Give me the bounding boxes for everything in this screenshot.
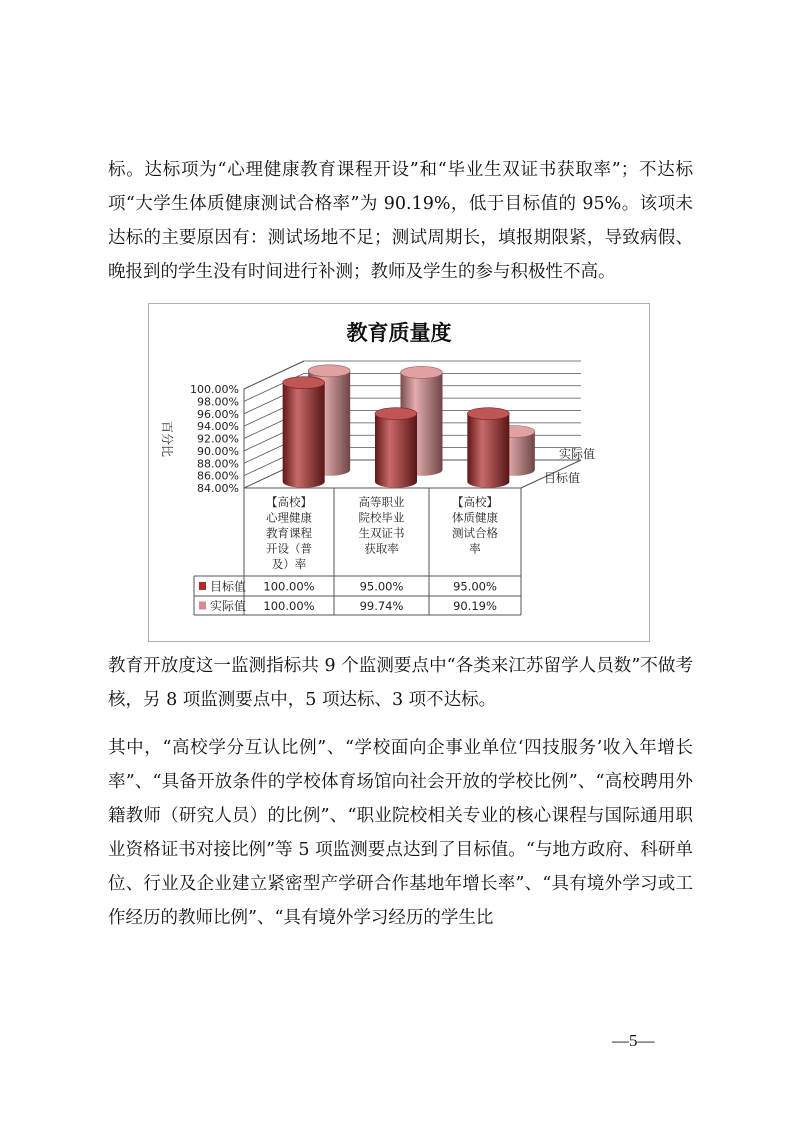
legend-label-target: 目标值 <box>210 579 247 594</box>
paragraph-quality-summary: 标。达标项为“心理健康教育课程开设”和“毕业生双证书获取率”；不达标项“大学生体质健康测试合格率”为 90.19%，低于目标值的 95%。该项未达标的主要原因有：测试场地不足；测试周期长，填报期限紧，导致病假、晚报到的学生没有时间进行补测；教师及学生的参与积极性不高。 <box>108 160 693 282</box>
bar-target <box>283 383 325 488</box>
category-label: 【高校】 <box>452 495 498 509</box>
y-tick-label: 92.00% <box>197 432 239 446</box>
data-label: 99.74% <box>359 599 404 613</box>
data-label: 95.00% <box>453 579 497 594</box>
bar-target-top <box>283 377 325 389</box>
data-label: 100.00% <box>263 579 315 594</box>
category-label: 生双证书 <box>358 526 405 540</box>
y-tick-label: 94.00% <box>197 420 239 434</box>
chart-figure <box>148 303 650 642</box>
y-tick-label: 90.00% <box>197 444 239 458</box>
bar-actual-top <box>401 366 443 378</box>
depth-label-actual: 实际值 <box>559 447 596 461</box>
y-axis-label: 百分比 <box>160 420 174 458</box>
page-number: —5— <box>612 1031 655 1050</box>
legend-swatch-target <box>199 582 206 590</box>
y-tick-label: 98.00% <box>197 395 239 409</box>
category-label: 心理健康 <box>266 510 312 525</box>
paragraph-openness-intro: 教育开放度这一监测指标共 9 个监测要点中“各类来江苏留学人员数”不做考核，另 8 项监测要点中，5 项达标、3 项不达标。 <box>108 656 693 710</box>
bar-target <box>375 414 417 488</box>
chart-title: 教育质量度 <box>346 321 452 345</box>
category-label: 教育课程 <box>266 526 312 540</box>
category-label: 院校毕业 <box>358 510 405 525</box>
data-label: 95.00% <box>359 579 404 594</box>
legend-swatch-actual <box>199 602 206 610</box>
legend-label-actual: 实际值 <box>210 599 247 613</box>
bar-actual-top <box>308 365 350 377</box>
category-label: 高等职业 <box>358 495 405 509</box>
education-quality-chart <box>149 304 649 641</box>
category-label: 体质健康 <box>452 510 498 525</box>
category-label: 测试合格 <box>452 526 498 540</box>
bar-target-top <box>375 408 417 420</box>
category-label: 率 <box>469 541 481 556</box>
y-tick-label: 96.00% <box>197 407 239 421</box>
data-label: 90.19% <box>453 599 497 613</box>
bar-target <box>467 414 509 488</box>
y-tick-label: 88.00% <box>197 457 239 471</box>
paragraph-openness-detail: 其中，“高校学分互认比例”、“学校面向企事业单位‘四技服务’收入年增长率”、“具备开放条件的学校体育场馆向社会开放的学校比例”、“高校聘用外籍教师（研究人员）的比例”、“职业院校相关专业的核心课程与国际通用职业资格证书对接比例”等 5 项监测要点达到了目标值。“与地方政府、科研单位、行业及企业建立紧密型产学研合作基地年增长率”、“具有境外学习或工作经历的教师比例”、“具有境外学习经历的学生比 <box>108 738 693 928</box>
y-tick-label: 100.00% <box>190 383 239 396</box>
y-tick-label: 84.00% <box>197 482 239 495</box>
category-label: 【高校】 <box>266 495 312 509</box>
category-label: 及）率 <box>271 557 307 571</box>
depth-label-target: 目标值 <box>544 471 581 485</box>
category-label: 开设（普 <box>266 541 312 556</box>
bar-target-top <box>467 408 509 420</box>
category-label: 获取率 <box>364 541 399 556</box>
data-label: 100.00% <box>263 599 315 613</box>
y-tick-label: 86.00% <box>197 469 239 483</box>
